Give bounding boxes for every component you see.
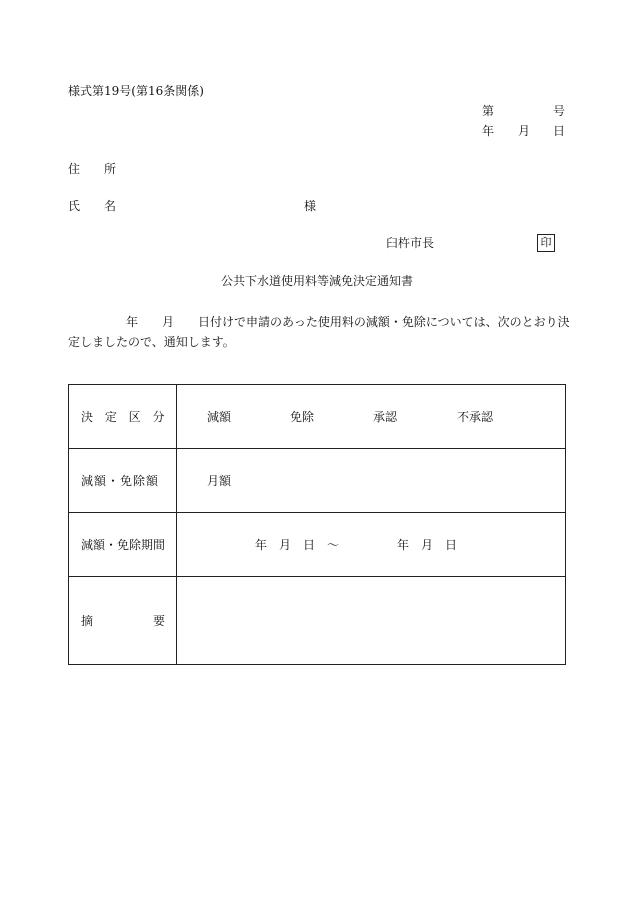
date-year: 年 — [482, 124, 495, 138]
period-label: 減額・免除期間 — [81, 538, 166, 552]
remarks-label-cell — [69, 577, 177, 665]
decision-options-cell — [177, 385, 566, 449]
body-line-2: 定しましたので、通知します。 — [68, 335, 235, 349]
body-paragraph — [68, 312, 568, 352]
option-exemption: 免除 — [290, 410, 315, 424]
table-row-remarks — [69, 577, 566, 665]
amount-label-cell — [69, 449, 177, 513]
number-prefix: 第 — [482, 104, 495, 118]
period-separator: ～ — [327, 538, 340, 552]
body-line-1-text: 日付けで申請のあった使用料の減額・免除については、次のとおり決 — [198, 315, 570, 329]
option-approved: 承認 — [373, 410, 398, 424]
body-line-1 — [68, 312, 568, 332]
period-start-month: 月 — [279, 538, 292, 552]
date-day: 日 — [553, 124, 566, 138]
period-start-day: 日 — [303, 538, 316, 552]
monthly-amount-label: 月額 — [207, 474, 232, 488]
table-row-decision — [69, 385, 566, 449]
period-value-cell — [177, 513, 566, 577]
body-year: 年 — [126, 315, 139, 329]
option-not-approved: 不承認 — [457, 410, 494, 424]
decision-table — [68, 384, 566, 665]
table-row-period — [69, 513, 566, 577]
period-label-cell — [69, 513, 177, 577]
honorific: 様 — [304, 199, 317, 213]
issuer-title: 臼杵市長 — [386, 236, 435, 250]
address-label: 住 所 — [68, 162, 117, 176]
period-end-day: 日 — [445, 538, 458, 552]
table-row-amount — [69, 449, 566, 513]
decision-label-cell — [69, 385, 177, 449]
period-start-year: 年 — [255, 538, 268, 552]
remarks-label-right: 要 — [153, 614, 166, 628]
number-suffix: 号 — [553, 104, 566, 118]
period-end-year: 年 — [397, 538, 410, 552]
date-month: 月 — [518, 124, 531, 138]
form-number-label: 様式第19号(第16条関係) — [68, 84, 204, 98]
remarks-label-left: 摘 — [81, 614, 94, 628]
document-title: 公共下水道使用料等減免決定通知書 — [221, 274, 414, 288]
period-end-month: 月 — [421, 538, 434, 552]
remarks-value-cell — [177, 577, 566, 665]
decision-label: 決 定 区 分 — [81, 410, 169, 424]
amount-value-cell — [177, 449, 566, 513]
seal-mark: 印 — [537, 234, 555, 252]
amount-label: 減額・免除額 — [81, 474, 160, 488]
name-label: 氏 名 — [68, 199, 117, 213]
option-reduction: 減額 — [207, 410, 232, 424]
body-month: 月 — [162, 315, 175, 329]
